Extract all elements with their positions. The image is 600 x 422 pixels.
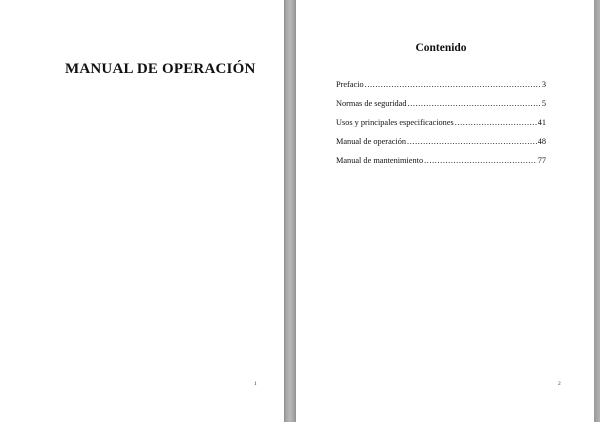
- page-gutter: [284, 0, 296, 422]
- toc-heading: Contenido: [415, 42, 467, 54]
- toc-entry-label: Usos y principales especificaciones: [336, 118, 454, 127]
- page-number: 1: [254, 381, 257, 387]
- toc-dot-leader: [424, 156, 537, 165]
- toc-dot-leader: [365, 80, 541, 89]
- toc-entry-manual-de-operacion[interactable]: [336, 137, 546, 156]
- page-2: [296, 0, 594, 422]
- page-1: [0, 0, 284, 422]
- toc-entry-usos-y-especificaciones[interactable]: [336, 118, 546, 137]
- toc-entry-page: 41: [537, 118, 546, 127]
- toc-dot-leader: [455, 118, 537, 127]
- toc-entry-label: Normas de seguridad: [336, 99, 407, 108]
- toc-entry-label: Prefacio: [336, 80, 364, 89]
- page-number: 2: [558, 381, 561, 387]
- toc-entry-manual-de-mantenimiento[interactable]: [336, 156, 546, 175]
- toc-entry-prefacio[interactable]: [336, 80, 546, 99]
- toc-entry-normas-de-seguridad[interactable]: [336, 99, 546, 118]
- table-of-contents: [336, 80, 546, 175]
- toc-entry-page: 77: [537, 156, 546, 165]
- toc-entry-page: 3: [541, 80, 546, 89]
- toc-entry-page: 5: [541, 99, 546, 108]
- toc-entry-page: 48: [537, 137, 546, 146]
- toc-entry-label: Manual de operación: [336, 137, 407, 146]
- toc-entry-label: Manual de mantenimiento: [336, 156, 424, 165]
- toc-dot-leader: [407, 137, 537, 146]
- viewer-edge: [594, 0, 600, 422]
- document-title: MANUAL DE OPERACIÓN: [65, 61, 256, 77]
- toc-dot-leader: [408, 99, 541, 108]
